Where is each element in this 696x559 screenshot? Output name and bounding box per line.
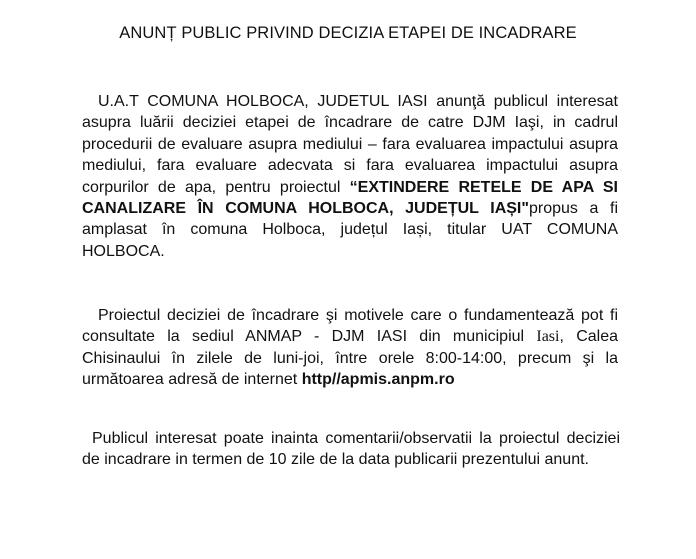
paragraph-announcement <box>82 91 618 262</box>
paragraph-consultation <box>82 305 618 391</box>
city-name: Iasi <box>536 328 560 346</box>
paragraph-comments <box>82 428 620 471</box>
website-url: http//apmis.anpm.ro <box>301 371 455 389</box>
announcement-text: U.A.T COMUNA HOLBOCA, JUDETUL IASI anunţă publicul interesat asupra luării deciziei etapei de încadrare de catre DJM Iaşi, in cadrul procedurii de evaluare asupra mediului – fara evaluarea impactului asupra mediului, fara evaluare adecvata si fara evaluarea impactului asupra corpurilor de apa, pentru proiectul <box>82 93 618 196</box>
consultation-text: Proiectul deciziei de încadrare şi motivele care o fundamentează pot fi consultate la sediul ANMAP - DJM IASI din municipiul <box>82 307 618 346</box>
project-name: “EXTINDERE RETELE DE APA SI CANALIZARE ÎN COMUNA HOLBOCA, JUDEȚUL IAȘI" <box>82 178 619 218</box>
document-title: ANUNȚ PUBLIC PRIVIND DECIZIA ETAPEI DE INCADRARE <box>119 24 577 42</box>
announcement-location-text: propus a fi amplasat în comuna Holboca, județul Iași, titular UAT COMUNA HOLBOCA. <box>82 200 619 260</box>
consultation-details-text: , Calea Chisinaului în zilele de luni-joi, între orele 8:00-14:00, precum şi la următoarea adresă de internet <box>82 328 618 389</box>
comments-text: Publicul interesat poate inainta comentarii/observatii la proiectul deciziei de incadrare in termen de 10 zile de la data publicarii prezentului anunt. <box>82 430 620 469</box>
